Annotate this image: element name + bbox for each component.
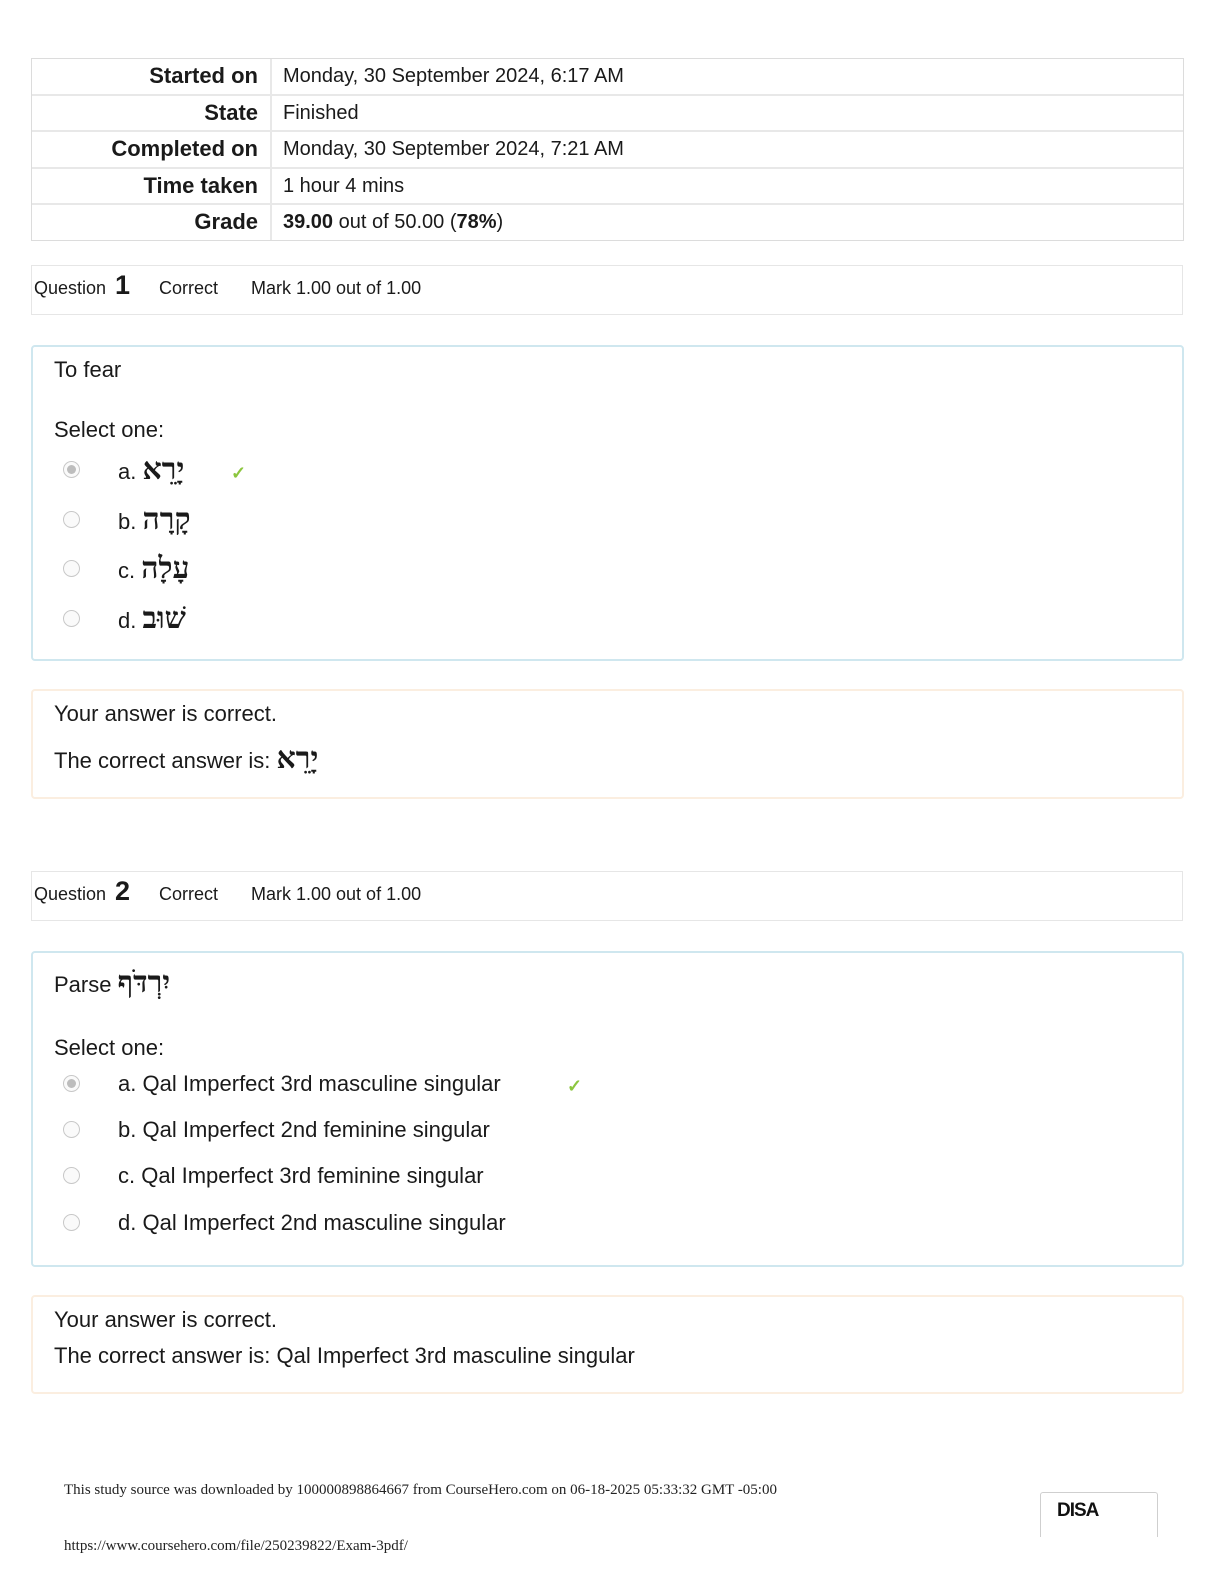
radio-button-icon[interactable]: [63, 610, 80, 627]
question-2-header: [31, 871, 1183, 921]
option-c[interactable]: [63, 1159, 863, 1195]
logo: [1040, 1492, 1158, 1537]
question-number: 2: [115, 876, 131, 906]
option-text: Qal Imperfect 2nd masculine singular: [142, 1210, 506, 1235]
correct-answer-hebrew: יָרֵא: [276, 741, 319, 776]
summary-row-time-taken: [32, 169, 1183, 206]
correct-answer-prefix: The correct answer is:: [54, 1343, 277, 1368]
question-1-header: [31, 265, 1183, 315]
option-hebrew: שׁוּב: [142, 601, 186, 636]
radio-button-icon[interactable]: [63, 461, 80, 478]
attempt-summary-table: [31, 58, 1184, 241]
summary-label: State: [32, 96, 272, 131]
grade-out-of: out of 50.00 (: [333, 211, 457, 233]
option-letter: a.: [118, 459, 137, 484]
radio-button-icon[interactable]: [63, 511, 80, 528]
summary-row-state: [32, 96, 1183, 133]
select-one-label: Select one:: [54, 1035, 165, 1060]
option-letter: d.: [118, 608, 137, 633]
question-text-hebrew: יִרְדֹּף: [117, 965, 171, 1000]
question-text: [54, 965, 170, 1000]
checkmark-icon: ✓: [567, 1076, 583, 1096]
radio-button-icon[interactable]: [63, 1075, 80, 1092]
question-word: Question: [34, 884, 107, 904]
summary-value: Monday, 30 September 2024, 7:21 AM: [283, 138, 624, 160]
logo-text: DISA: [1057, 1500, 1099, 1521]
download-notice: This study source was downloaded by 100000898864667 from CourseHero.com on 06-18-2025 05:33:32 GMT -05:00: [64, 1482, 777, 1498]
question-state: Correct: [159, 278, 219, 298]
question-1-content: [31, 345, 1184, 661]
correct-answer-line: [54, 741, 318, 776]
option-d[interactable]: [63, 1206, 863, 1242]
option-c[interactable]: [63, 552, 863, 588]
checkmark-icon: ✓: [231, 463, 247, 483]
option-hebrew: עָלָה: [141, 551, 190, 586]
feedback-text: Your answer is correct.: [54, 1307, 277, 1332]
option-letter: c.: [118, 558, 136, 583]
grade-percent: 78%: [456, 211, 497, 233]
question-mark: Mark 1.00 out of 1.00: [251, 884, 422, 904]
option-d[interactable]: [63, 602, 863, 638]
option-text: Qal Imperfect 2nd feminine singular: [142, 1117, 490, 1142]
question-word: Question: [34, 278, 107, 298]
correct-answer-text: Qal Imperfect 3rd masculine singular: [276, 1343, 635, 1368]
question-number: 1: [115, 270, 131, 300]
question-state: Correct: [159, 884, 219, 904]
option-letter: b.: [118, 509, 137, 534]
question-text-prefix: Parse: [54, 972, 118, 997]
question-text: To fear: [54, 357, 122, 382]
feedback-text: Your answer is correct.: [54, 701, 277, 726]
summary-value: Finished: [283, 101, 359, 124]
option-a[interactable]: [63, 1067, 863, 1103]
grade-close: ): [496, 211, 504, 233]
select-one-label: Select one:: [54, 417, 165, 442]
grade-value: [272, 205, 503, 240]
option-letter: b.: [118, 1117, 137, 1142]
summary-value: 1 hour 4 mins: [283, 174, 405, 197]
radio-button-icon[interactable]: [63, 1214, 80, 1231]
summary-label: Completed on: [32, 132, 272, 167]
source-url[interactable]: https://www.coursehero.com/file/250239822/Exam-3pdf/: [64, 1538, 408, 1554]
option-letter: a.: [118, 1071, 137, 1096]
summary-label: Time taken: [32, 169, 272, 204]
option-letter: d.: [118, 1210, 137, 1235]
option-hebrew: יָרֵא: [142, 452, 185, 487]
option-b[interactable]: [63, 503, 863, 539]
option-text: Qal Imperfect 3rd masculine singular: [142, 1071, 501, 1096]
summary-value: Monday, 30 September 2024, 6:17 AM: [283, 65, 624, 87]
option-a[interactable]: [63, 453, 863, 489]
summary-label: Started on: [32, 59, 272, 94]
correct-answer-prefix: The correct answer is:: [54, 748, 277, 773]
grade-score: 39.00: [283, 211, 334, 233]
question-1-feedback: [31, 689, 1184, 799]
question-mark: Mark 1.00 out of 1.00: [251, 278, 422, 298]
option-b[interactable]: [63, 1113, 863, 1149]
radio-button-icon[interactable]: [63, 1167, 80, 1184]
summary-row-completed: [32, 132, 1183, 169]
question-2-feedback: [31, 1295, 1184, 1394]
summary-row-grade: [32, 205, 1183, 240]
option-letter: c.: [118, 1163, 136, 1188]
radio-button-icon[interactable]: [63, 1121, 80, 1138]
summary-row-started: [32, 59, 1183, 96]
option-text: Qal Imperfect 3rd feminine singular: [141, 1163, 484, 1188]
question-2-content: [31, 951, 1184, 1267]
summary-label: Grade: [32, 205, 272, 240]
option-hebrew: קָרָה: [142, 502, 191, 537]
radio-button-icon[interactable]: [63, 560, 80, 577]
correct-answer-line: [54, 1343, 635, 1369]
